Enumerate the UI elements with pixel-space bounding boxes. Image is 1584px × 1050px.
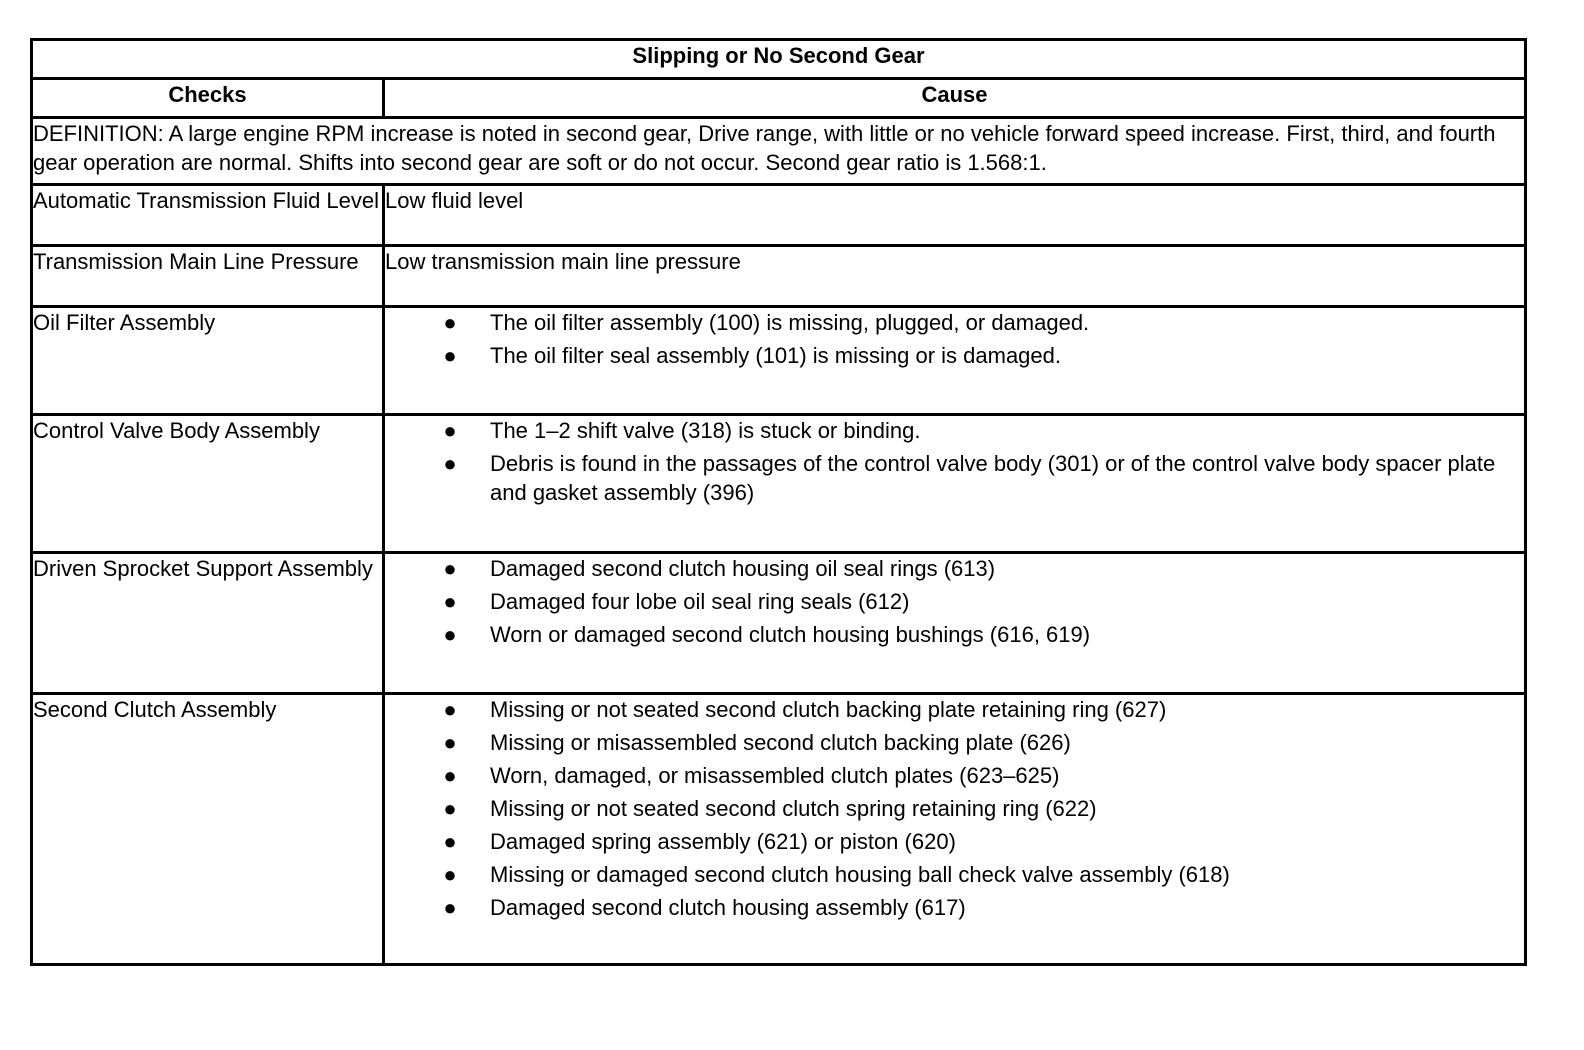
diagnostic-table [30,38,1527,966]
cause-header: Cause [384,79,1526,118]
cause-text: The oil filter assembly (100) is missing, plugged, or damaged. [490,310,1090,335]
list-item [385,554,1524,583]
list-item [385,794,1524,823]
cause-text: Missing or not seated second clutch spring retaining ring (622) [490,796,1097,821]
cause-text: Worn, damaged, or misassembled clutch plates (623–625) [490,763,1060,788]
checks-header: Checks [32,79,384,118]
table-row [32,553,1526,694]
check-cell: Oil Filter Assembly [32,307,384,415]
list-item [385,416,1524,445]
list-item [385,860,1524,889]
cause-cell [384,694,1526,965]
cause-text: The 1–2 shift valve (318) is stuck or binding. [490,418,921,443]
bullet-icon: ● [443,829,457,854]
title-row [32,40,1526,79]
bullet-icon: ● [443,418,457,443]
cause-cell: Low transmission main line pressure [384,246,1526,307]
list-item [385,827,1524,856]
list-item [385,341,1524,370]
bullet-icon: ● [443,343,457,368]
definition-text: DEFINITION: A large engine RPM increase is noted in second gear, Drive range, with little or no vehicle forward speed increase. First, third, and fourth gear operation are normal. Shifts into second gear are soft or do not occur. Second gear ratio is 1.568:1. [32,118,1526,185]
cause-text: Damaged spring assembly (621) or piston (620) [490,829,956,854]
cause-list [385,416,1524,507]
table-row [32,307,1526,415]
header-row [32,79,1526,118]
cause-list [385,308,1524,370]
cause-list [385,554,1524,649]
cause-text: Damaged second clutch housing assembly (617) [490,895,966,920]
table-row [32,185,1526,246]
cause-list [385,695,1524,922]
bullet-icon: ● [443,451,457,476]
bullet-icon: ● [443,697,457,722]
table-title: Slipping or No Second Gear [32,40,1526,79]
bullet-icon: ● [443,622,457,647]
cause-cell [384,415,1526,553]
cause-text: Missing or misassembled second clutch backing plate (626) [490,730,1071,755]
list-item [385,761,1524,790]
cause-text: Damaged second clutch housing oil seal rings (613) [490,556,996,581]
cause-cell: Low fluid level [384,185,1526,246]
cause-text: Worn or damaged second clutch housing bushings (616, 619) [490,622,1091,647]
cause-text: Debris is found in the passages of the control valve body (301) or of the control valve body spacer plate and gasket assembly (396) [490,451,1496,505]
bullet-icon: ● [443,589,457,614]
check-cell: Driven Sprocket Support Assembly [32,553,384,694]
cause-text: Damaged four lobe oil seal ring seals (612) [490,589,910,614]
check-cell: Control Valve Body Assembly [32,415,384,553]
bullet-icon: ● [443,862,457,887]
cause-cell [384,553,1526,694]
list-item [385,728,1524,757]
check-cell: Automatic Transmission Fluid Level [32,185,384,246]
bullet-icon: ● [443,895,457,920]
table-row [32,246,1526,307]
table-row [32,415,1526,553]
cause-text: Missing or not seated second clutch backing plate retaining ring (627) [490,697,1167,722]
list-item [385,587,1524,616]
definition-row [32,118,1526,185]
cause-text: The oil filter seal assembly (101) is missing or is damaged. [490,343,1062,368]
bullet-icon: ● [443,796,457,821]
list-item [385,620,1524,649]
bullet-icon: ● [443,310,457,335]
check-cell: Transmission Main Line Pressure [32,246,384,307]
bullet-icon: ● [443,730,457,755]
check-cell: Second Clutch Assembly [32,694,384,965]
bullet-icon: ● [443,556,457,581]
cause-cell [384,307,1526,415]
cause-text: Missing or damaged second clutch housing ball check valve assembly (618) [490,862,1230,887]
table-row [32,694,1526,965]
list-item [385,308,1524,337]
list-item [385,695,1524,724]
bullet-icon: ● [443,763,457,788]
list-item [385,449,1524,507]
list-item [385,893,1524,922]
